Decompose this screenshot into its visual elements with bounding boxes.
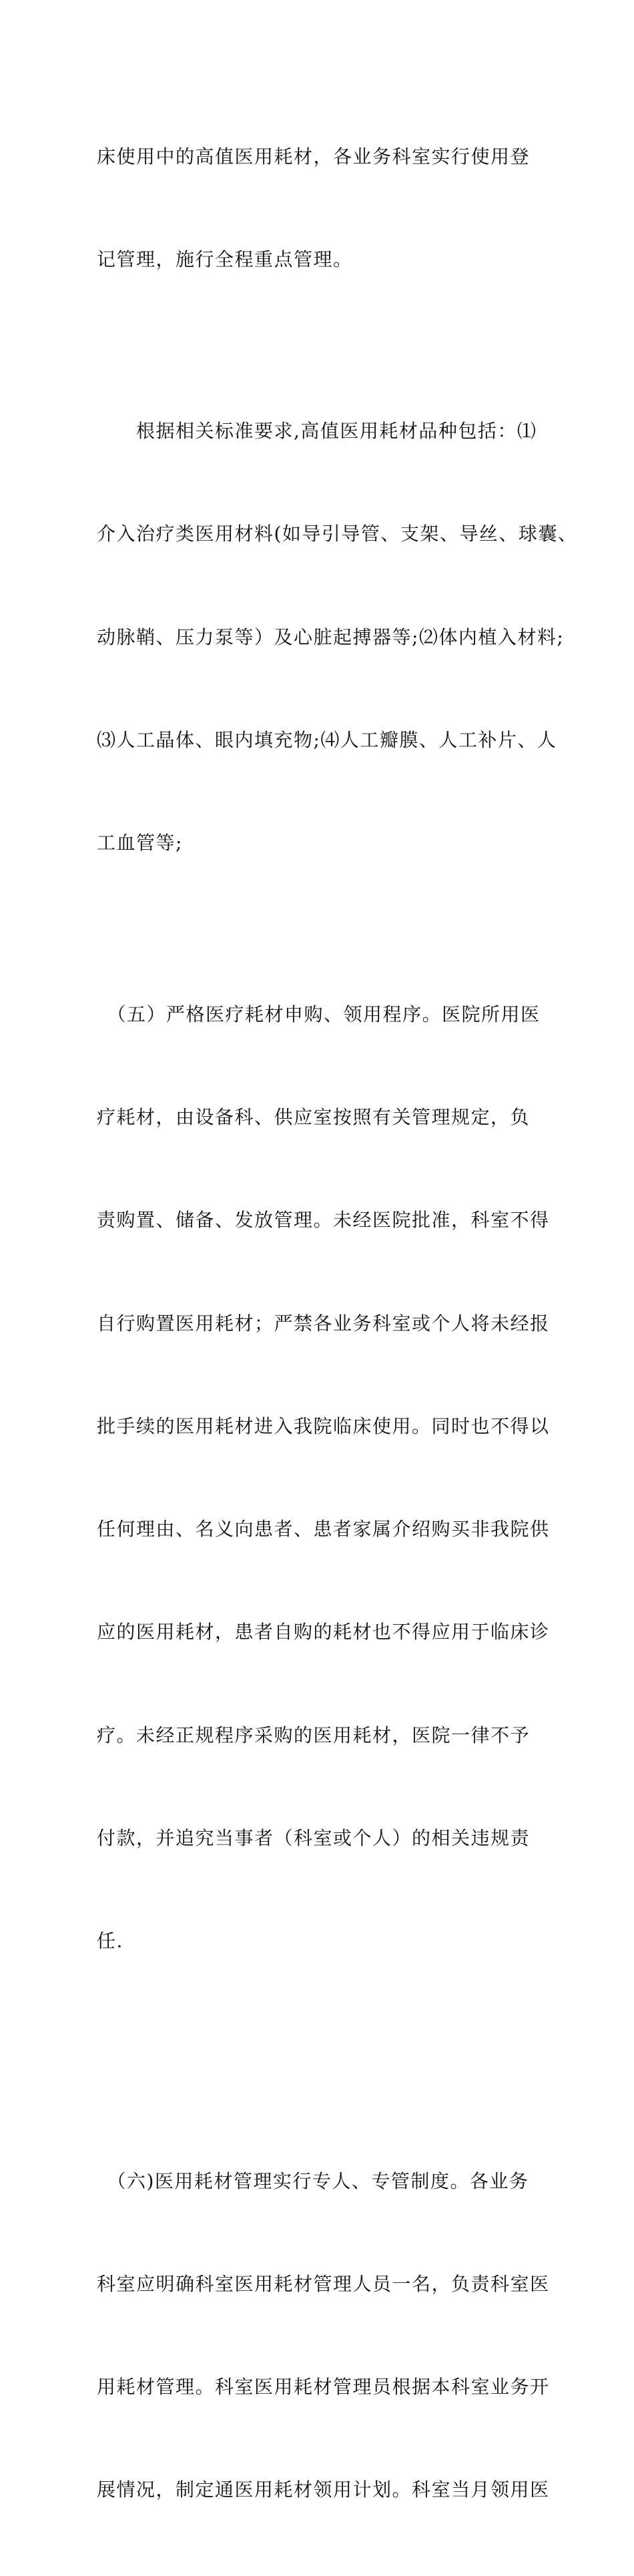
text-line: 任何理由、名义向患者、患者家属介绍购买非我院供	[97, 1518, 550, 1541]
text-line: 责购置、储备、发放管理。未经医院批准，科室不得	[97, 1209, 550, 1232]
text-line: 根据相关标准要求,高值医用耗材品种包括：⑴	[97, 420, 537, 443]
text-line: 应的医用耗材，患者自购的耗材也不得应用于临床诊	[97, 1621, 550, 1643]
text-line: 付款，并追究当事者（科室或个人）的相关违规责	[97, 1826, 531, 1849]
paragraph-1	[97, 71, 541, 345]
text-line: 床使用中的高值医用耗材，各业务科室实行使用登	[97, 145, 531, 168]
paragraph-3	[97, 929, 550, 2095]
text-line: 动脉鞘、压力泵等）及心脏起搏器等;⑵体内植入材料;	[97, 625, 565, 648]
text-line: 记管理，施行全程重点管理。	[97, 248, 353, 271]
text-line: 用耗材管理。科室医用耗材管理员根据本科室业务开	[97, 2376, 550, 2398]
text-line: 批手续的医用耗材进入我院临床使用。同时也不得以	[97, 1414, 550, 1437]
paragraph-4	[97, 2095, 550, 2576]
text-line: 工血管等;	[97, 831, 183, 854]
text-line: 科室应明确科室医用耗材管理人员一名，负责科室医	[97, 2273, 550, 2295]
document-body	[97, 71, 578, 2576]
text-line: 介入治疗类医用材料(如导引导管、支架、导丝、球囊、	[97, 523, 578, 545]
text-line: ⑶人工晶体、眼内填充物;⑷人工瓣膜、人工补片、人	[97, 728, 557, 751]
text-line: 任.	[97, 1929, 123, 1952]
paragraph-2	[97, 345, 578, 929]
text-line: （六)医用耗材管理实行专人、专管制度。各业务	[97, 2169, 529, 2192]
text-line: 自行购置医用耗材；严禁各业务科室或个人将未经报	[97, 1312, 550, 1334]
text-line: 展情况，制定通医用耗材领用计划。科室当月领用医	[97, 2479, 550, 2501]
text-line: 疗耗材，由设备科、供应室按照有关管理规定，负	[97, 1106, 531, 1129]
text-line: 疗。未经正规程序采购的医用耗材，医院一律不予	[97, 1724, 531, 1746]
text-line: （五）严格医疗耗材申购、领用程序。医院所用医	[97, 1003, 541, 1025]
